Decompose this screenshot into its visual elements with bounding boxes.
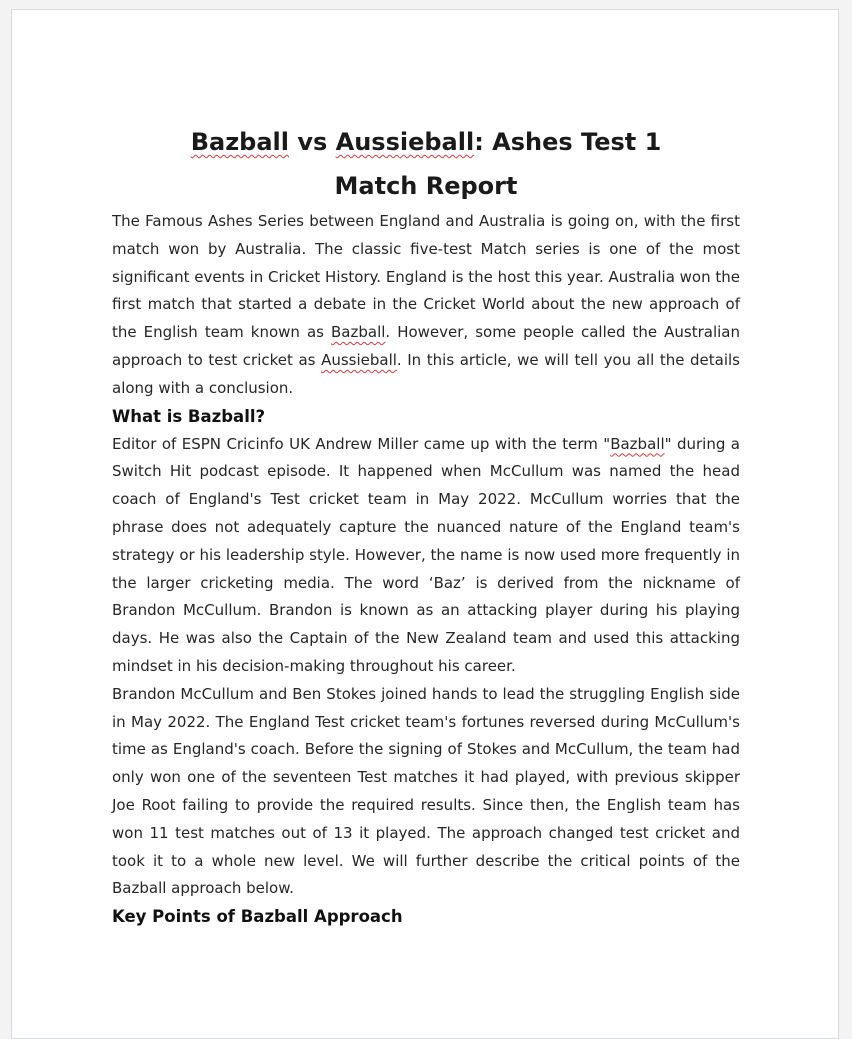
section-heading-what-is-bazball: What is Bazball? bbox=[112, 406, 266, 426]
section-heading-key-points: Key Points of Bazball Approach bbox=[112, 907, 403, 927]
paragraph-text: " during a Switch Hit podcast episode. It happened when McCullum was named the head coach of England's Test cricket team in May 2022. McCullum worries that the phrase does not adequately capture the nuanced nature of the England team's strategy or his leadership style. However, the name is now used more frequently in the larger cricketing media. The word ‘Baz’ is derived from the nickname of Brandon McCullum. Brandon is known as an attacking player during his playing days. He was also the Captain of the New Zealand team and used this attacking mindset in his decision-making throughout his career. bbox=[112, 434, 740, 675]
misspelled-word[interactable]: Aussieball bbox=[321, 350, 397, 369]
document-title bbox=[112, 120, 740, 208]
what-is-bazball-paragraph bbox=[112, 431, 740, 681]
misspelled-word[interactable]: Bazball bbox=[331, 323, 386, 342]
misspelled-word[interactable]: Aussieball bbox=[335, 128, 475, 156]
paragraph-text: . In this article, we will tell you all the details along with a conclusion. bbox=[112, 350, 740, 397]
misspelled-word[interactable]: Bazball bbox=[610, 434, 665, 453]
paragraph-text: Editor of ESPN Cricinfo UK Andrew Miller came up with the term " bbox=[112, 434, 611, 453]
paragraph-text: The Famous Ashes Series between England and Australia is going on, with the first match won by Australia. The classic five-test Match series is one of the most significant events in Cricket History. England is the host this year. Australia won the first match that started a debate in the Cricket World about the new approach of the English team known as bbox=[112, 212, 740, 342]
paragraph-text: . However, some people called the Australian approach to test cricket as bbox=[112, 323, 741, 369]
title-text: : Ashes Test 1 Match Report bbox=[334, 128, 662, 200]
document-page bbox=[11, 9, 839, 1039]
stokes-mccullum-paragraph: Brandon McCullum and Ben Stokes joined hands to lead the struggling English side in May 2022. The England Test cricket team's fortunes reversed during McCullum's time as England's coach. Before the signing of Stokes and McCullum, the team had only won one of the seventeen Test matches it had played, with previous skipper Joe Root failing to provide the required results. Since then, the English team has won 11 test matches out of 13 it played. The approach changed test cricket and took it to a whole new level. We will further describe the critical points of the Bazball approach below. bbox=[112, 684, 740, 898]
intro-paragraph bbox=[112, 208, 740, 403]
misspelled-word[interactable]: Bazball bbox=[190, 128, 289, 156]
title-text: vs bbox=[289, 128, 336, 156]
document-body bbox=[112, 120, 740, 931]
